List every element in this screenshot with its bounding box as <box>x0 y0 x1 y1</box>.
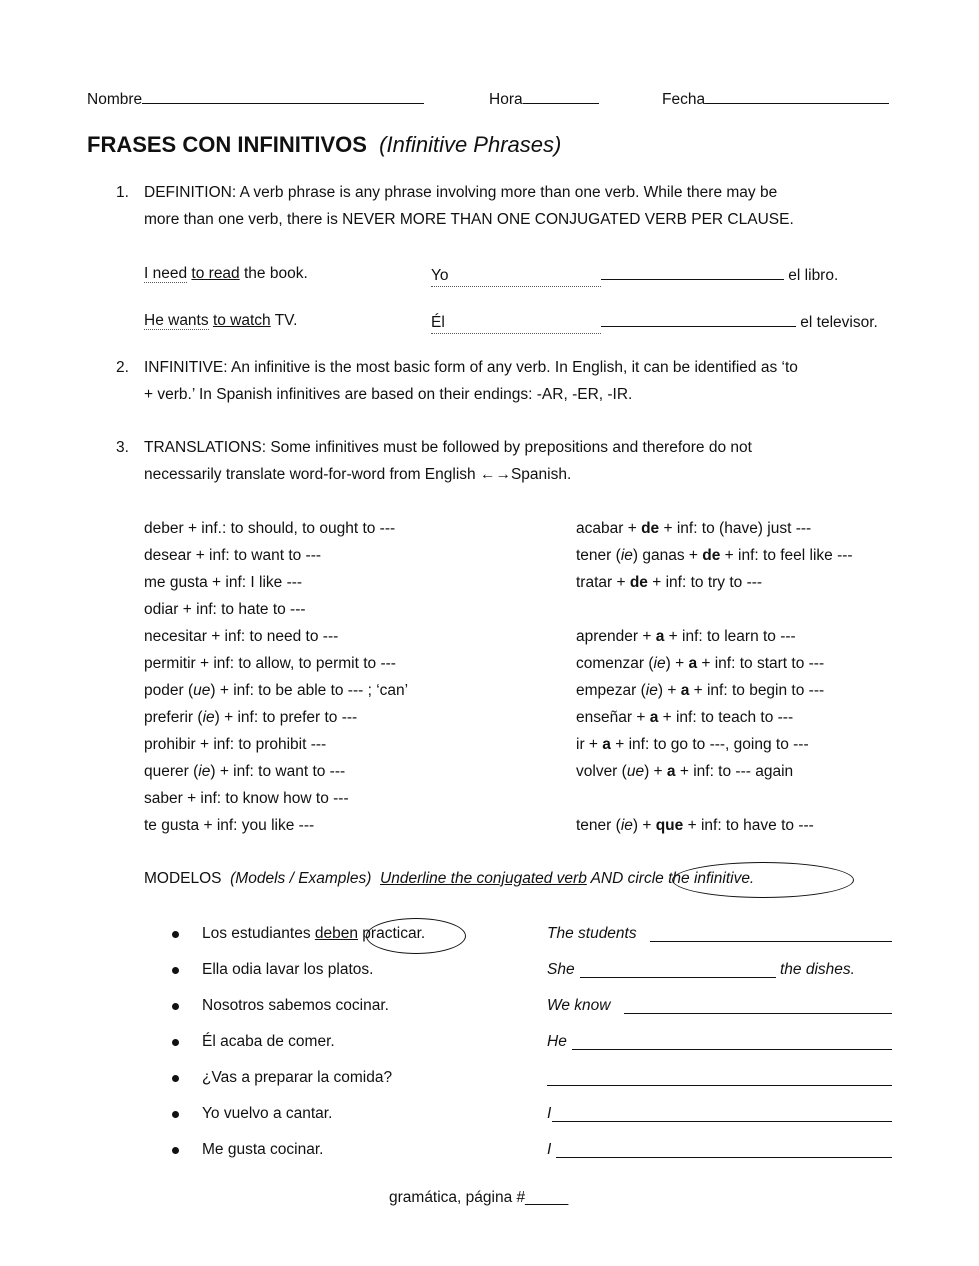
definition-text: DEFINITION: A verb phrase is any phrase involving more than one verb. While there may be <box>144 184 778 201</box>
conjugated-verb: I need <box>144 265 188 282</box>
bullet-icon <box>172 1003 179 1010</box>
verb-entry <box>576 816 814 836</box>
english-translation <box>547 1104 551 1124</box>
fecha-label: Fecha <box>662 91 706 108</box>
sentence-text: practicar. <box>358 925 426 942</box>
verb-entry-part: ir + <box>576 736 603 753</box>
verb-entry-part: odiar + inf: to hate to --- <box>144 601 306 618</box>
verb-entry-part: ie <box>202 709 215 726</box>
translation-prompt: I <box>547 1141 552 1158</box>
sentence-text: Ella odia lavar los platos. <box>202 961 374 978</box>
verb-entry-part: + inf: to begin to --- <box>689 682 825 699</box>
verb-entry-part: te gusta + inf: you like --- <box>144 817 315 834</box>
verb-entry <box>576 519 811 539</box>
hora-field[interactable] <box>489 88 599 110</box>
answer-blank[interactable] <box>624 998 892 1014</box>
verb-entry-part: tener ( <box>576 817 621 834</box>
verb-entry-part: ue <box>193 682 211 699</box>
subject: Él <box>431 313 601 334</box>
bullet-icon <box>172 931 179 938</box>
answer-blank[interactable] <box>552 1106 892 1122</box>
verb-entry-part: ) + inf: to want to --- <box>210 763 346 780</box>
verb-entry <box>576 735 809 755</box>
answer-blank[interactable] <box>601 311 796 327</box>
verb-entry-part: comenzar ( <box>576 655 654 672</box>
verb-entry-part: a <box>655 628 665 645</box>
title-main: FRASES CON INFINITIVOS <box>87 132 367 157</box>
verb-entry-part: necesitar + inf: to need to --- <box>144 628 339 645</box>
translation-prompt: She <box>547 961 575 978</box>
verb-entry-part: enseñar + <box>576 709 650 726</box>
verb-entry-part: me gusta + inf: I like --- <box>144 574 303 591</box>
bullet-icon <box>172 1075 179 1082</box>
page-footer: gramática, página #_____ <box>389 1189 569 1206</box>
translation-prompt: I <box>547 1105 552 1122</box>
verb-entry <box>144 627 338 647</box>
verb-entry-part: aprender + <box>576 628 656 645</box>
verb-entry-part: volver ( <box>576 763 627 780</box>
subject: Yo <box>431 266 601 287</box>
verb-entry-part: prohibir + inf: to prohibit --- <box>144 736 327 753</box>
verb-entry <box>144 519 395 539</box>
definition-text: more than one verb, there is NEVER MORE THAN ONE CONJUGATED VERB PER CLAUSE. <box>144 211 794 228</box>
verb-entry <box>144 600 306 620</box>
answer-blank[interactable] <box>572 1034 892 1050</box>
english-translation <box>547 996 610 1016</box>
verb-entry-part: ue <box>626 763 645 780</box>
verb-entry-part: + inf: to learn to --- <box>664 628 796 645</box>
instruction-underline: Underline the conjugated verb <box>380 870 587 887</box>
bullet-icon <box>172 1039 179 1046</box>
circle-annotation <box>672 862 854 898</box>
verb-entry-part: a <box>688 655 698 672</box>
verb-entry-part: a <box>680 682 690 699</box>
verb-entry <box>576 708 793 728</box>
spanish-sentence <box>202 1140 323 1160</box>
answer-blank[interactable] <box>650 926 892 942</box>
verb-entry <box>144 708 357 728</box>
infinitive: to read <box>191 265 240 282</box>
example-english <box>144 311 297 331</box>
verb-entry <box>576 546 853 566</box>
verb-entry-part: que <box>655 817 684 834</box>
verb-entry <box>576 627 796 647</box>
verb-entry-part: ) ganas + <box>632 547 703 564</box>
spanish-sentence <box>202 1104 332 1124</box>
translations-text: TRANSLATIONS: Some infinitives must be followed by prepositions and therefore do not <box>144 439 752 456</box>
verb-entry-part: + inf: to have to --- <box>683 817 814 834</box>
infinitive-text: INFINITIVE: An infinitive is the most basic form of any verb. In English, it can be identified as ‘to <box>144 359 798 376</box>
nombre-field[interactable] <box>87 88 424 110</box>
english-translation <box>547 1140 551 1160</box>
verb-entry-part: ie <box>653 655 666 672</box>
fecha-field[interactable] <box>662 88 889 110</box>
verb-entry-part: de <box>629 574 648 591</box>
spanish-sentence <box>202 960 373 980</box>
verb-entry-part: ) + inf: to prefer to --- <box>214 709 358 726</box>
verb-entry <box>576 573 762 593</box>
verb-entry-part: permitir + inf: to allow, to permit to --- <box>144 655 396 672</box>
verb-entry-part: preferir ( <box>144 709 203 726</box>
verb-entry-part: saber + inf: to know how to --- <box>144 790 349 807</box>
verb-entry <box>576 654 824 674</box>
sentence-text: Yo vuelvo a cantar. <box>202 1105 333 1122</box>
nombre-label: Nombre <box>87 91 143 108</box>
verb-entry-part: + inf: to try to --- <box>647 574 763 591</box>
example-end: el televisor. <box>796 314 878 331</box>
instruction-and: AND <box>586 870 628 887</box>
verb-entry-part: + inf: to go to ---, going to --- <box>610 736 809 753</box>
verb-entry-part: a <box>649 709 659 726</box>
section-number: 2. <box>116 359 129 376</box>
english-translation <box>547 960 855 980</box>
bullet-icon <box>172 1111 179 1118</box>
bullet-icon <box>172 967 179 974</box>
infinitive: to watch <box>212 312 271 329</box>
verb-entry <box>144 762 345 782</box>
title-sub: (Infinitive Phrases) <box>379 132 562 157</box>
verb-entry-part: + inf: to teach to --- <box>658 709 794 726</box>
bullet-icon <box>172 1147 179 1154</box>
verb-entry <box>144 654 396 674</box>
verb-entry <box>144 546 321 566</box>
verb-entry-part: querer ( <box>144 763 199 780</box>
modelos-label: MODELOS <box>144 870 222 887</box>
verb-entry <box>576 762 793 782</box>
section-number: 1. <box>116 184 129 201</box>
verb-entry-part: ie <box>198 763 211 780</box>
verb-entry-part: empezar ( <box>576 682 646 699</box>
english-translation <box>547 924 637 944</box>
verb-entry-part: de <box>641 520 660 537</box>
translation-prompt: He <box>547 1033 567 1050</box>
verb-entry-part: a <box>666 763 676 780</box>
spanish-sentence <box>202 1068 392 1088</box>
spanish-sentence <box>202 1032 335 1052</box>
example-end: el libro. <box>784 267 839 284</box>
verb-entry-part: a <box>602 736 611 753</box>
english-translation <box>547 1032 567 1052</box>
sentence-text: Nosotros sabemos cocinar. <box>202 997 389 1014</box>
verb-entry-part: ie <box>620 547 633 564</box>
spanish-sentence <box>202 996 389 1016</box>
verb-entry-part: ) + <box>657 682 681 699</box>
verb-entry-part: + inf: to feel like --- <box>720 547 853 564</box>
answer-blank[interactable] <box>580 962 776 978</box>
verb-entry-part: poder ( <box>144 682 194 699</box>
answer-blank[interactable] <box>601 264 784 280</box>
verb-entry-part: ) + <box>644 763 667 780</box>
verb-entry <box>576 681 824 701</box>
verb-entry-part: + inf: to (have) just --- <box>659 520 812 537</box>
sentence-text: Los estudiantes <box>202 925 315 942</box>
conjugated-verb: deben <box>314 925 358 942</box>
instruction-circle: circle the infinitive. <box>627 870 755 887</box>
section-number: 3. <box>116 439 129 456</box>
verb-entry-part: desear + inf: to want to --- <box>144 547 322 564</box>
verb-entry <box>144 573 302 593</box>
modelos-paren: (Models / Examples) <box>230 870 372 887</box>
verb-entry-part: tratar + <box>576 574 630 591</box>
verb-entry-part: + inf: to --- again <box>675 763 794 780</box>
verb-entry-part: ) + inf: to be able to --- ; ‘can’ <box>210 682 409 699</box>
verb-entry <box>144 735 326 755</box>
translations-text: necessarily translate word-for-word from English ←→Spanish. <box>144 466 572 483</box>
translation-prompt: We know <box>547 997 611 1014</box>
translation-end: the dishes. <box>780 961 855 978</box>
example-rest: the book. <box>239 265 308 282</box>
answer-blank[interactable] <box>556 1142 892 1158</box>
verb-entry-part: ie <box>620 817 633 834</box>
answer-blank[interactable] <box>547 1070 892 1086</box>
verb-entry-part: tener ( <box>576 547 621 564</box>
verb-entry-part: ie <box>645 682 658 699</box>
example-rest: TV. <box>270 312 298 329</box>
verb-entry <box>144 816 314 836</box>
sentence-text: Me gusta cocinar. <box>202 1141 324 1158</box>
verb-entry-part: acabar + <box>576 520 642 537</box>
verb-entry-part: ) + <box>665 655 689 672</box>
spanish-sentence <box>202 924 425 944</box>
example-english <box>144 264 308 284</box>
verb-entry-part: ) + <box>632 817 656 834</box>
hora-label: Hora <box>489 91 523 108</box>
translation-prompt: The students <box>547 925 637 942</box>
modelos-line <box>144 869 754 889</box>
page-title <box>87 132 561 158</box>
verb-entry-part: de <box>702 547 721 564</box>
infinitive-text: + verb.’ In Spanish infinitives are based on their endings: -AR, -ER, -IR. <box>144 386 633 403</box>
sentence-text: ¿Vas a preparar la comida? <box>202 1069 393 1086</box>
example-spanish <box>431 311 878 334</box>
example-spanish <box>431 264 838 287</box>
verb-entry-part: + inf: to start to --- <box>697 655 825 672</box>
verb-entry <box>144 681 408 701</box>
verb-entry-part: deber + inf.: to should, to ought to --- <box>144 520 396 537</box>
sentence-text: Él acaba de comer. <box>202 1033 335 1050</box>
conjugated-verb: He wants <box>144 312 209 329</box>
verb-entry <box>144 789 349 809</box>
